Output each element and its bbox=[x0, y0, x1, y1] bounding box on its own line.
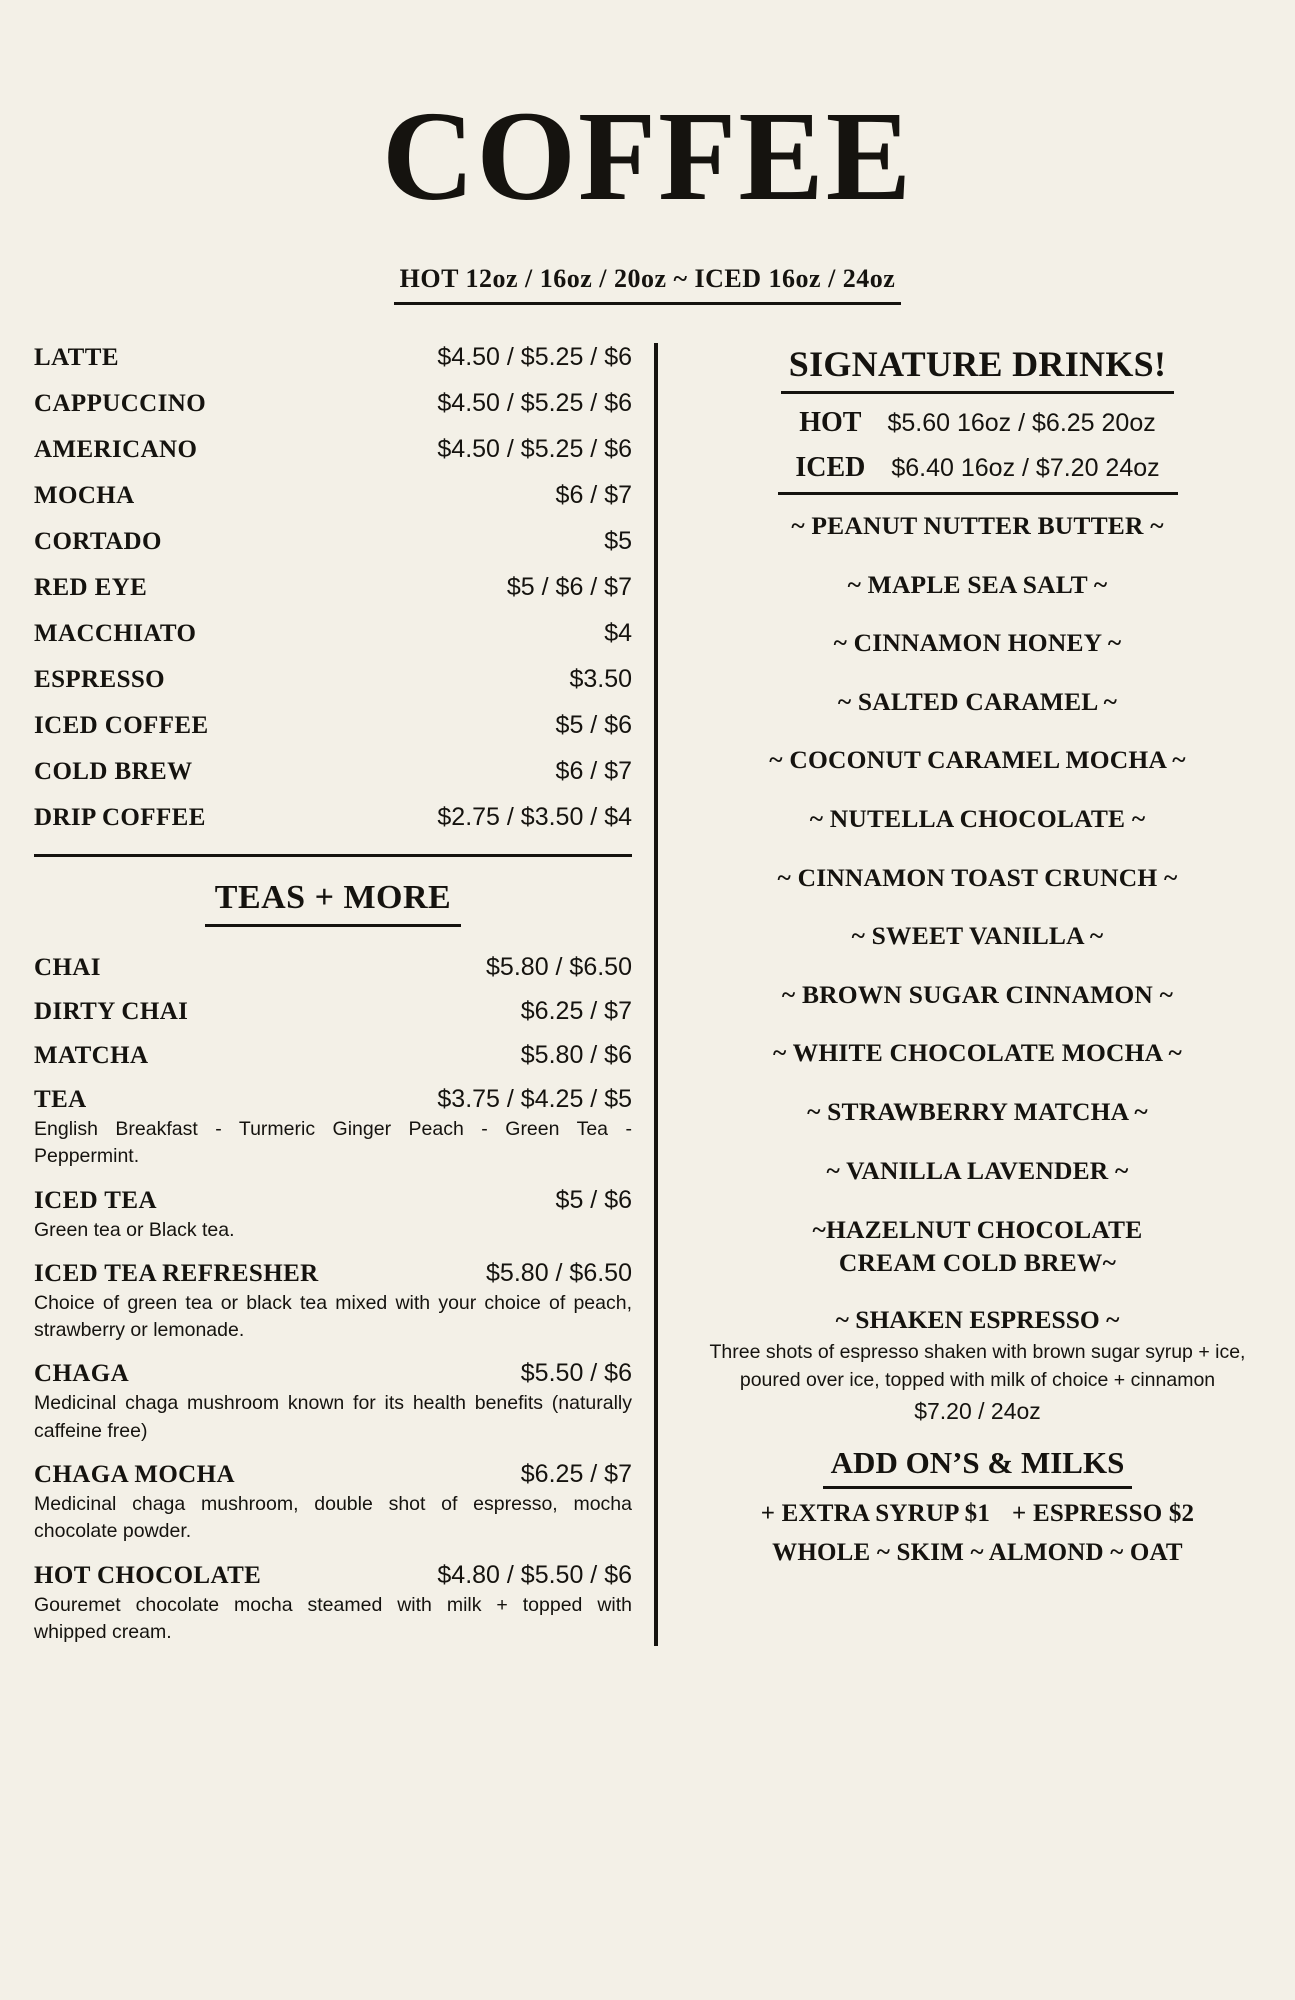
shaken-espresso-price: $7.20 / 24oz bbox=[914, 1397, 1041, 1424]
item-name: ESPRESSO bbox=[34, 666, 166, 693]
item-name: RED EYE bbox=[34, 574, 148, 601]
list-item bbox=[34, 1359, 632, 1445]
list-item: ~ COCONUT CARAMEL MOCHA ~ bbox=[769, 745, 1186, 775]
sizes-line-wrap bbox=[0, 264, 1295, 305]
item-name: DIRTY CHAI bbox=[34, 998, 189, 1025]
signature-hot-row bbox=[684, 407, 1271, 439]
item-description: Green tea or Black tea. bbox=[34, 1218, 235, 1241]
item-price: $5.80 / $6 bbox=[520, 1041, 632, 1069]
item-name: ICED COFFEE bbox=[34, 712, 209, 739]
list-item: ~ CINNAMON HONEY ~ bbox=[833, 628, 1122, 658]
teas-list bbox=[34, 953, 632, 1646]
hot-price: $5.60 16oz / $6.25 20oz bbox=[887, 409, 1156, 437]
item-price: $5.80 / $6.50 bbox=[486, 1258, 632, 1287]
list-item bbox=[34, 711, 632, 740]
page-title: COFFEE bbox=[381, 85, 914, 227]
item-name: ICED TEA bbox=[34, 1186, 157, 1214]
list-item: ~ WHITE CHOCOLATE MOCHA ~ bbox=[773, 1038, 1182, 1068]
list-item: ~ VANILLA LAVENDER ~ bbox=[826, 1155, 1129, 1185]
list-item bbox=[34, 573, 632, 602]
list-item bbox=[34, 389, 632, 418]
hazelnut-line-2: CREAM COLD BREW~ bbox=[838, 1247, 1117, 1277]
item-price: $5 / $6 bbox=[555, 711, 632, 739]
list-item bbox=[34, 1085, 632, 1171]
item-price: $5 bbox=[604, 527, 632, 555]
list-item bbox=[34, 435, 632, 464]
list-item: ~ NUTELLA CHOCOLATE ~ bbox=[809, 803, 1146, 833]
list-item bbox=[34, 953, 632, 982]
list-item: ~ PEANUT NUTTER BUTTER ~ bbox=[791, 511, 1164, 540]
list-item bbox=[34, 343, 632, 372]
list-item bbox=[34, 665, 632, 694]
item-price: $6 / $7 bbox=[555, 481, 632, 509]
menu-columns bbox=[0, 343, 1295, 1646]
list-item: ~ SWEET VANILLA ~ bbox=[851, 921, 1104, 951]
right-column bbox=[654, 343, 1271, 1646]
coffee-list bbox=[34, 343, 632, 832]
item-description: Medicinal chaga mushroom known for its health benefits (naturally caffeine free) bbox=[34, 1392, 632, 1442]
item-price: $5.50 / $6 bbox=[520, 1359, 632, 1388]
list-item bbox=[34, 1561, 632, 1647]
addons-heading-wrap bbox=[684, 1445, 1271, 1489]
signature-flavors-list bbox=[684, 511, 1271, 1279]
list-item bbox=[34, 619, 632, 648]
item-price: $4.80 / $5.50 / $6 bbox=[437, 1560, 632, 1589]
item-price: $3.75 / $4.25 / $5 bbox=[437, 1085, 632, 1113]
extra-espresso-price: + ESPRESSO $2 bbox=[1012, 1499, 1195, 1527]
hazelnut-cold-brew-item bbox=[684, 1214, 1271, 1279]
item-description: Gouremet chocolate mocha steamed with milk + topped with whipped cream. bbox=[34, 1593, 632, 1643]
item-price: $6.25 / $7 bbox=[520, 1460, 632, 1489]
section-divider bbox=[34, 854, 632, 857]
item-name: MATCHA bbox=[34, 1042, 149, 1069]
milks-line: WHOLE ~ SKIM ~ ALMOND ~ OAT bbox=[772, 1538, 1183, 1566]
item-price: $3.50 bbox=[569, 665, 632, 693]
list-item: ~ SALTED CARAMEL ~ bbox=[837, 686, 1118, 716]
item-name: CHAI bbox=[34, 954, 101, 981]
item-price: $4.50 / $5.25 / $6 bbox=[437, 343, 632, 371]
list-item bbox=[34, 1460, 632, 1546]
item-name: LATTE bbox=[34, 344, 119, 371]
teas-heading: TEAS + MORE bbox=[205, 879, 461, 927]
item-name: HOT CHOCOLATE bbox=[34, 1561, 262, 1589]
list-item bbox=[34, 481, 632, 510]
item-price: $4.50 / $5.25 / $6 bbox=[437, 389, 632, 417]
item-price: $6.25 / $7 bbox=[520, 997, 632, 1025]
item-name: CHAGA bbox=[34, 1360, 130, 1388]
item-price: $5.80 / $6.50 bbox=[486, 953, 632, 981]
item-name: ICED TEA REFRESHER bbox=[34, 1259, 319, 1287]
hazelnut-line-1: ~HAZELNUT CHOCOLATE bbox=[812, 1215, 1143, 1245]
signature-iced-row bbox=[684, 452, 1271, 484]
item-description: Choice of green tea or black tea mixed with your choice of peach, strawberry or lemonade. bbox=[34, 1291, 632, 1342]
item-description: English Breakfast - Turmeric Ginger Peach - Green Tea - Peppermint. bbox=[34, 1118, 632, 1168]
left-column bbox=[34, 343, 654, 1646]
list-item: ~ MAPLE SEA SALT ~ bbox=[847, 569, 1108, 599]
list-item bbox=[34, 997, 632, 1026]
item-name: CHAGA MOCHA bbox=[34, 1461, 235, 1489]
shaken-espresso-description: Three shots of espresso shaken with brown sugar syrup + ice, poured over ice, topped with milk of choice + cinnamon bbox=[709, 1341, 1246, 1392]
list-item bbox=[34, 1186, 632, 1244]
iced-price: $6.40 16oz / $7.20 24oz bbox=[891, 454, 1160, 482]
item-name: MACCHIATO bbox=[34, 620, 197, 647]
item-name: COLD BREW bbox=[34, 758, 193, 785]
list-item bbox=[34, 1259, 632, 1345]
addons-heading: ADD ON’S & MILKS bbox=[823, 1445, 1133, 1489]
list-item bbox=[34, 527, 632, 556]
item-price: $6 / $7 bbox=[555, 757, 632, 785]
signature-heading-wrap bbox=[684, 343, 1271, 394]
list-item bbox=[34, 757, 632, 786]
item-name: MOCHA bbox=[34, 482, 135, 509]
shaken-espresso-title: ~ SHAKEN ESPRESSO ~ bbox=[835, 1305, 1120, 1335]
item-price: $4.50 / $5.25 / $6 bbox=[437, 435, 632, 463]
item-name: CAPPUCCINO bbox=[34, 390, 207, 417]
extra-syrup-price: + EXTRA SYRUP $1 bbox=[760, 1499, 991, 1527]
iced-label: ICED bbox=[795, 452, 866, 483]
item-price: $5 / $6 bbox=[555, 1185, 632, 1214]
list-item: ~ CINNAMON TOAST CRUNCH ~ bbox=[777, 862, 1178, 892]
item-description: Medicinal chaga mushroom, double shot of espresso, mocha chocolate powder. bbox=[34, 1493, 632, 1543]
addons-prices-line bbox=[684, 1500, 1271, 1528]
signature-heading: SIGNATURE DRINKS! bbox=[781, 343, 1175, 394]
list-item: ~ BROWN SUGAR CINNAMON ~ bbox=[781, 979, 1174, 1009]
list-item: ~ STRAWBERRY MATCHA ~ bbox=[807, 1096, 1148, 1126]
item-price: $2.75 / $3.50 / $4 bbox=[437, 803, 632, 831]
item-name: TEA bbox=[34, 1086, 87, 1113]
item-name: DRIP COFFEE bbox=[34, 804, 206, 831]
hot-label: HOT bbox=[799, 407, 862, 438]
item-price: $5 / $6 / $7 bbox=[506, 573, 632, 601]
item-name: CORTADO bbox=[34, 528, 162, 555]
signature-price-underline bbox=[778, 492, 1178, 495]
teas-heading-wrap bbox=[34, 879, 632, 927]
item-name: AMERICANO bbox=[34, 436, 198, 463]
list-item bbox=[34, 803, 632, 832]
item-price: $4 bbox=[604, 619, 632, 647]
list-item bbox=[34, 1041, 632, 1070]
sizes-line: HOT 12oz / 16oz / 20oz ~ ICED 16oz / 24oz bbox=[394, 264, 902, 305]
